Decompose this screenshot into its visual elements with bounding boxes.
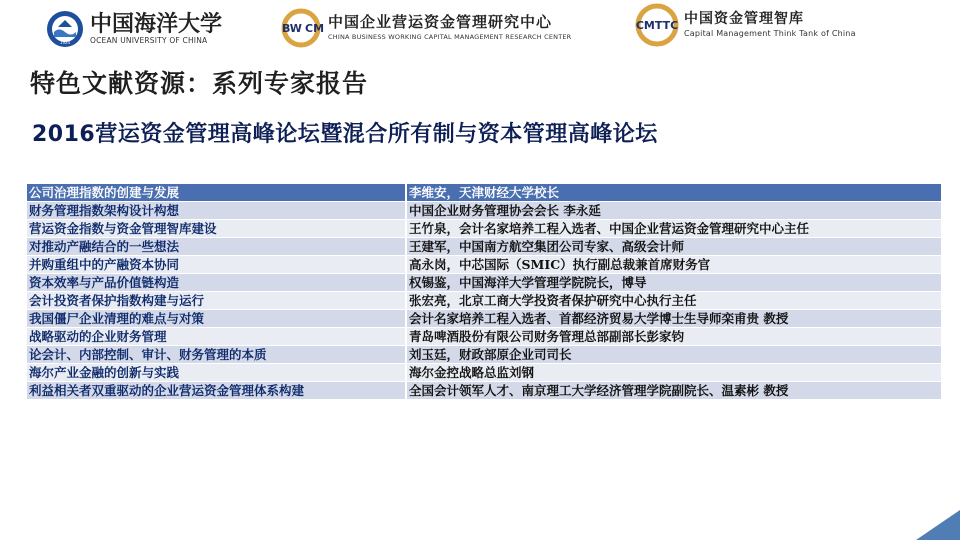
- table-row: [27, 256, 941, 274]
- cmttc-logo: [632, 3, 856, 47]
- report-topic: 资本效率与产品价值链构造: [27, 274, 406, 292]
- table-row: [27, 382, 941, 400]
- bwcm-mark-right: CM: [305, 22, 324, 35]
- bwcm-name-cn: 中国企业营运资金管理研究中心: [328, 13, 553, 32]
- report-topic: 对推动产融结合的一些想法: [27, 238, 406, 256]
- table-row: [27, 220, 941, 238]
- table-row: [27, 238, 941, 256]
- report-speaker: 王建军，中国南方航空集团公司专家、高级会计师: [406, 238, 941, 256]
- cmttc-mark: CMTTC: [635, 19, 679, 32]
- bwcm-name-en: CHINA BUSINESS WORKING CAPITAL MANAGEMENT RESEARCH CENTER: [328, 33, 572, 42]
- report-speaker: 会计名家培养工程入选者、首都经济贸易大学博士生导师栾甫贵 教授: [406, 310, 941, 328]
- table-row: [27, 202, 941, 220]
- bwcm-emblem-icon: [278, 7, 324, 49]
- ouc-badge-year: 1924: [59, 40, 71, 45]
- report-speaker: 海尔金控战略总监刘钢: [406, 364, 941, 382]
- report-speaker: 中国企业财务管理协会会长 李永延: [406, 202, 941, 220]
- report-topic: 海尔产业金融的创新与实践: [27, 364, 406, 382]
- report-speaker: 张宏亮，北京工商大学投资者保护研究中心执行主任: [406, 292, 941, 310]
- page-title: 特色文献资源：系列专家报告: [30, 69, 369, 98]
- report-topic: 营运资金指数与资金管理智库建设: [27, 220, 406, 238]
- page-subtitle: 2016营运资金管理高峰论坛暨混合所有制与资本管理高峰论坛: [32, 122, 658, 147]
- report-speaker: 青岛啤酒股份有限公司财务管理总部副部长彭家钧: [406, 328, 941, 346]
- report-topic: 战略驱动的企业财务管理: [27, 328, 406, 346]
- report-speaker: 李维安，天津财经大学校长: [406, 184, 941, 202]
- report-topic: 我国僵尸企业清理的难点与对策: [27, 310, 406, 328]
- ouc-name-en: OCEAN UNIVERSITY OF CHINA: [90, 36, 208, 46]
- corner-decoration: [916, 510, 960, 540]
- table-row: [27, 328, 941, 346]
- cmttc-emblem-icon: [632, 3, 682, 47]
- ouc-emblem-icon: [46, 10, 84, 48]
- cmttc-name-en: Capital Management Think Tank of China: [684, 29, 856, 38]
- report-speaker: 权锡鉴，中国海洋大学管理学院院长，博导: [406, 274, 941, 292]
- table-row: [27, 346, 941, 364]
- table-row: [27, 274, 941, 292]
- speaker-table: [27, 183, 941, 400]
- ouc-logo: [46, 10, 222, 48]
- report-topic: 会计投资者保护指数构建与运行: [27, 292, 406, 310]
- report-topic: 公司治理指数的创建与发展: [27, 184, 406, 202]
- bwcm-mark-left: BW: [282, 22, 302, 35]
- report-speaker: 全国会计领军人才、南京理工大学经济管理学院副院长、温素彬 教授: [406, 382, 941, 400]
- report-topic: 论会计、内部控制、审计、财务管理的本质: [27, 346, 406, 364]
- report-topic: 利益相关者双重驱动的企业营运资金管理体系构建: [27, 382, 406, 400]
- report-speaker: 高永岗，中芯国际（SMIC）执行副总裁兼首席财务官: [406, 256, 941, 274]
- report-topic: 并购重组中的产融资本协同: [27, 256, 406, 274]
- report-speaker: 刘玉廷，财政部原企业司司长: [406, 346, 941, 364]
- table-row: [27, 292, 941, 310]
- header-logos: [0, 0, 960, 56]
- table-row: [27, 310, 941, 328]
- report-topic: 财务管理指数架构设计构想: [27, 202, 406, 220]
- ouc-name-cn: 中国海洋大学: [90, 11, 223, 38]
- table-row: [27, 364, 941, 382]
- report-speaker: 王竹泉，会计名家培养工程入选者、中国企业营运资金管理研究中心主任: [406, 220, 941, 238]
- cmttc-name-cn: 中国资金管理智库: [684, 11, 804, 27]
- bwcm-logo: [278, 7, 571, 49]
- table-row: [27, 184, 941, 202]
